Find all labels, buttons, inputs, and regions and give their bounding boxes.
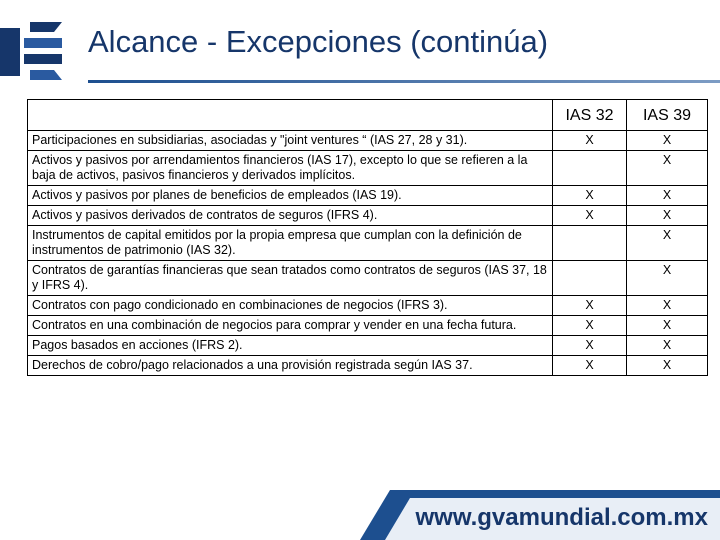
ias39-mark: X <box>627 336 708 356</box>
ias39-mark: X <box>627 131 708 151</box>
title-divider <box>88 80 720 83</box>
ias39-mark: X <box>627 206 708 226</box>
exceptions-table <box>27 99 708 376</box>
exception-description: Instrumentos de capital emitidos por la propia empresa que cumplan con la definición de instrumentos de patrimonio (IAS 32). <box>28 226 553 261</box>
table-row <box>28 226 708 261</box>
ias32-mark: X <box>553 206 627 226</box>
ias32-mark: X <box>553 336 627 356</box>
ias32-mark: X <box>553 316 627 336</box>
exception-description: Activos y pasivos por arrendamientos financieros (IAS 17), excepto lo que se refieren a la baja de activos, pasivos financieros y derivados implícitos. <box>28 151 553 186</box>
table-row <box>28 206 708 226</box>
ias32-mark: X <box>553 296 627 316</box>
table-row <box>28 186 708 206</box>
table-header-blank <box>28 100 553 131</box>
company-logo <box>0 0 90 105</box>
exception-description: Participaciones en subsidiarias, asociadas y "joint ventures “ (IAS 27, 28 y 31). <box>28 131 553 151</box>
page-title: Alcance - Excepciones (continúa) <box>88 24 549 59</box>
ias32-mark: X <box>553 356 627 376</box>
table-header-ias32: IAS 32 <box>553 100 627 131</box>
table-row <box>28 356 708 376</box>
exception-description: Contratos con pago condicionado en combinaciones de negocios (IFRS 3). <box>28 296 553 316</box>
ias32-mark: X <box>553 186 627 206</box>
table-row <box>28 261 708 296</box>
exception-description: Derechos de cobro/pago relacionados a una provisión registrada según IAS 37. <box>28 356 553 376</box>
table-header-ias39: IAS 39 <box>627 100 708 131</box>
table-row <box>28 151 708 186</box>
exception-description: Contratos en una combinación de negocios para comprar y vender en una fecha futura. <box>28 316 553 336</box>
ias39-mark: X <box>627 356 708 376</box>
ias39-mark: X <box>627 296 708 316</box>
ias32-mark <box>553 261 627 296</box>
ias39-mark: X <box>627 316 708 336</box>
ias32-mark <box>553 151 627 186</box>
exception-description: Pagos basados en acciones (IFRS 2). <box>28 336 553 356</box>
exception-description: Activos y pasivos derivados de contratos de seguros (IFRS 4). <box>28 206 553 226</box>
table-row <box>28 336 708 356</box>
ias39-mark: X <box>627 186 708 206</box>
exception-description: Contratos de garantías financieras que sean tratados como contratos de seguros (IAS 37, 18 y IFRS 4). <box>28 261 553 296</box>
footer-url: www.gvamundial.com.mx <box>415 504 708 531</box>
ias39-mark: X <box>627 226 708 261</box>
table-row <box>28 131 708 151</box>
table-header-row <box>28 100 708 131</box>
ias39-mark: X <box>627 151 708 186</box>
table-row <box>28 316 708 336</box>
exception-description: Activos y pasivos por planes de beneficios de empleados (IAS 19). <box>28 186 553 206</box>
ias32-mark: X <box>553 131 627 151</box>
ias32-mark <box>553 226 627 261</box>
ias39-mark: X <box>627 261 708 296</box>
table-row <box>28 296 708 316</box>
